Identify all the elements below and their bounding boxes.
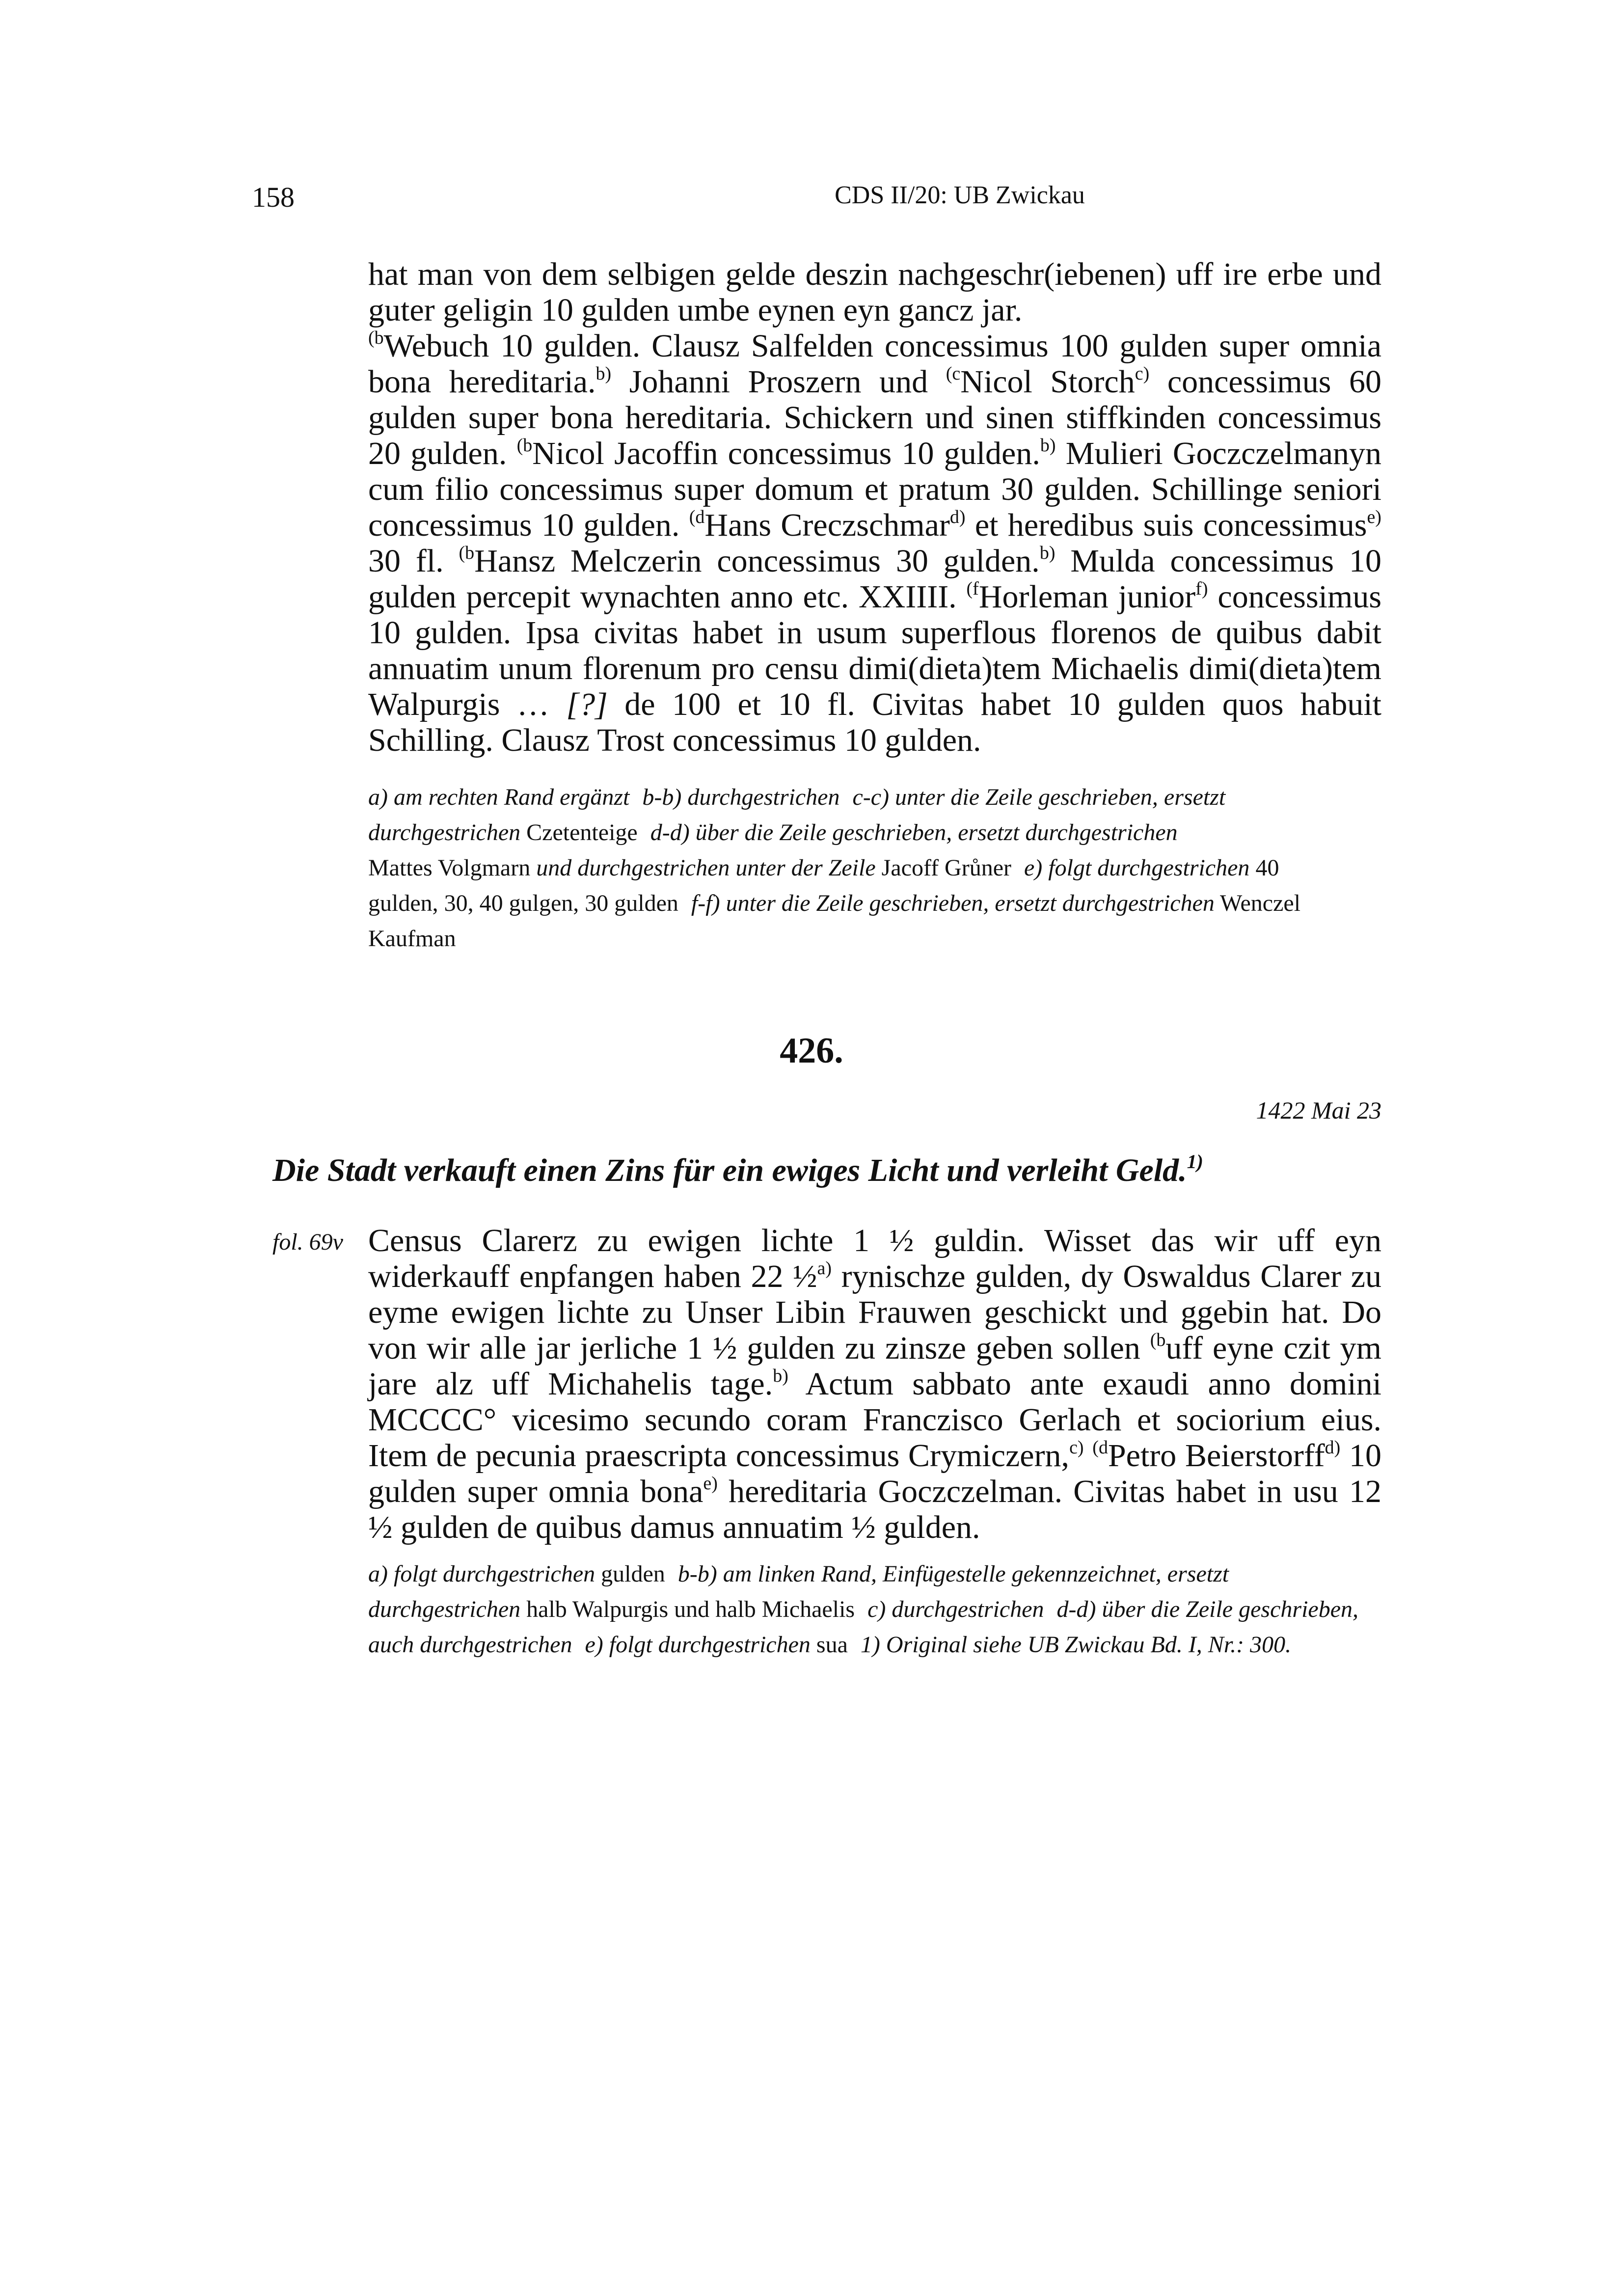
apparatus-notes — [368, 1557, 1380, 1663]
text-run: Mulda concessimus 10 gulden percepit wynachten anno etc. XXIIII. — [368, 543, 1381, 615]
folio-marker: fol. 69v — [272, 1229, 343, 1255]
text-run: concessimus 60 gulden super bona hereditaria. Schickern und sinen stiffkinden concessimus 20 gulden. — [368, 364, 1382, 471]
apparatus-reading: Jacoff Grůner — [881, 855, 1011, 881]
apparatus-reading: sua — [816, 1632, 848, 1658]
text-run: Hansz Melczerin concessimus 30 gulden. — [474, 543, 1040, 579]
note-marker: e) — [703, 1473, 718, 1494]
text-run: 10 gulden super omnia bona — [368, 1438, 1382, 1509]
entry-paragraph — [368, 1223, 1381, 1545]
note-marker: (f — [966, 578, 979, 599]
text-run: hat man von dem selbigen gelde deszin nachgeschr(iebenen) uff ire erbe und guter geligin 10 gulden umbe eynen eyn gancz jar. — [368, 256, 1381, 328]
note-marker: b) — [773, 1366, 788, 1386]
note-marker: (d — [1092, 1437, 1108, 1458]
text-run: rynischze gulden, dy Oswaldus Clarer zu eyme ewigen lichte zu Unser Libin Frauwen geschickt und ggebin hat. Do von wir alle jar jerliche 1 ½ gulden zu zinsze geben sollen — [368, 1258, 1381, 1366]
apparatus-note: b-b) durchgestrichen — [642, 784, 840, 810]
text-run: et heredibus suis concessimus — [965, 507, 1367, 543]
note-marker: b) — [595, 363, 612, 384]
running-head: CDS II/20: UB Zwickau — [835, 181, 1085, 209]
text-run: Actum sabbato ante exaudi anno domini MCCCC° vicesimo secundo coram Franczisco Gerlach et sociorium eius. Item de pecunia praescripta concessimus Crymiczern, — [368, 1366, 1381, 1474]
regest-text: Die Stadt verkauft einen Zins für ein ewiges Licht und verleiht Geld. — [272, 1152, 1187, 1188]
entry-date-text: 1422 Mai 23 — [1256, 1096, 1381, 1124]
note-marker: e) — [1367, 507, 1381, 527]
apparatus-note: e) folgt durchgestrichen — [1024, 855, 1250, 881]
note-marker: d) — [1325, 1437, 1341, 1458]
apparatus-reading: halb Walpurgis und halb Michaelis — [526, 1596, 855, 1622]
text-run: Johanni Proszern und — [611, 364, 946, 400]
note-marker: d) — [949, 507, 966, 527]
apparatus-note: b-b) am linken Rand, Einfügestelle gekennzeichnet, ersetzt durchgestrichen — [368, 1561, 1229, 1622]
text-run: Webuch 10 gulden. Clausz Salfelden concessimus 100 gulden super omnia bona hereditaria. — [368, 328, 1381, 400]
text-run: Petro Beierstorff — [1108, 1438, 1325, 1474]
text-run: concessimus 10 gulden. Ipsa civitas habet in usum superflous florenos de quibus dabit annuatim unum florenum pro censu dimi(dieta)tem Michaelis dimi(dieta)tem Walpurgis … — [368, 579, 1382, 722]
apparatus-notes — [368, 780, 1350, 957]
text-run: Census Clarerz zu ewigen lichte 1 ½ guldin. Wisset das wir uff eyn widerkauff enpfangen haben 22 ½ — [368, 1223, 1381, 1294]
entry-date — [1227, 1096, 1623, 1124]
apparatus-note: a) am rechten Rand ergänzt — [368, 784, 630, 810]
note-marker: c) — [1069, 1437, 1084, 1458]
text-run: Nicol Storch — [960, 364, 1135, 400]
note-marker: b) — [1039, 543, 1055, 563]
text-run: Hans Creczschmar — [704, 507, 950, 543]
apparatus-reading: 40 gulden, 30, 40 gulgen, 30 gulden — [368, 855, 1279, 916]
note-marker: (b — [516, 435, 533, 456]
note-marker: a) — [817, 1258, 832, 1279]
text-run: de 100 et 10 fl. Civitas habet 10 gulden quos habuit Schilling. Clausz Trost concessimus 10 gulden. — [368, 686, 1381, 758]
apparatus-note: c-c) unter die Zeile geschrieben, ersetzt durchgestrichen — [368, 784, 1226, 846]
note-marker: (b — [459, 543, 475, 563]
text-run: 30 fl. — [368, 543, 459, 579]
apparatus-note: e) folgt durchgestrichen — [585, 1632, 811, 1658]
apparatus-note: f-f) unter die Zeile geschrieben, ersetzt durchgestrichen — [691, 890, 1215, 916]
apparatus-reading: gulden — [601, 1561, 665, 1587]
apparatus-note: und durchgestrichen unter der Zeile — [536, 855, 876, 881]
apparatus-note: c) durchgestrichen — [867, 1596, 1044, 1622]
text-run — [1084, 1438, 1093, 1474]
note-marker: b) — [1040, 435, 1056, 456]
text-run: Nicol Jacoffin concessimus 10 gulden. — [532, 436, 1040, 471]
continuation-paragraph — [368, 256, 1381, 758]
apparatus-note: a) folgt durchgestrichen — [368, 1561, 595, 1587]
note-marker: (b — [1150, 1330, 1166, 1350]
entry-regest — [272, 1152, 1203, 1189]
note-marker: (d — [689, 507, 705, 527]
entry-number: 426. — [780, 1031, 843, 1071]
apparatus-note: d-d) über die Zeile geschrieben, ersetzt durchgestrichen — [650, 820, 1178, 846]
apparatus-note: d-d) über die Zeile geschrieben, auch durchgestrichen — [368, 1596, 1359, 1658]
editorial-uncertain: [?] — [566, 686, 608, 722]
apparatus-note: 1) Original siehe UB Zwickau Bd. I, Nr.: 300. — [860, 1632, 1292, 1658]
note-marker: (c — [946, 363, 961, 384]
note-marker: f) — [1195, 578, 1208, 599]
text-run: Horleman junior — [978, 579, 1196, 615]
apparatus-reading: Mattes Volgmarn — [368, 855, 531, 881]
page-number: 158 — [252, 181, 295, 213]
apparatus-reading: Wenczel Kaufman — [368, 890, 1301, 952]
text-run: hereditaria Goczczelman. Civitas habet in usu 12 ½ gulden de quibus damus annuatim ½ gulden. — [368, 1474, 1381, 1545]
note-marker: 1) — [1187, 1150, 1203, 1173]
note-marker: c) — [1135, 363, 1150, 384]
text-run: uff eyne czit ym jare alz uff Michahelis tage. — [368, 1330, 1381, 1402]
note-marker: (b — [368, 328, 384, 348]
apparatus-reading: Czetenteige — [526, 820, 638, 846]
text-run: Mulieri Goczczelmanyn cum filio concessimus super domum et pratum 30 gulden. Schillinge seniori concessimus 10 gulden. — [368, 436, 1381, 543]
